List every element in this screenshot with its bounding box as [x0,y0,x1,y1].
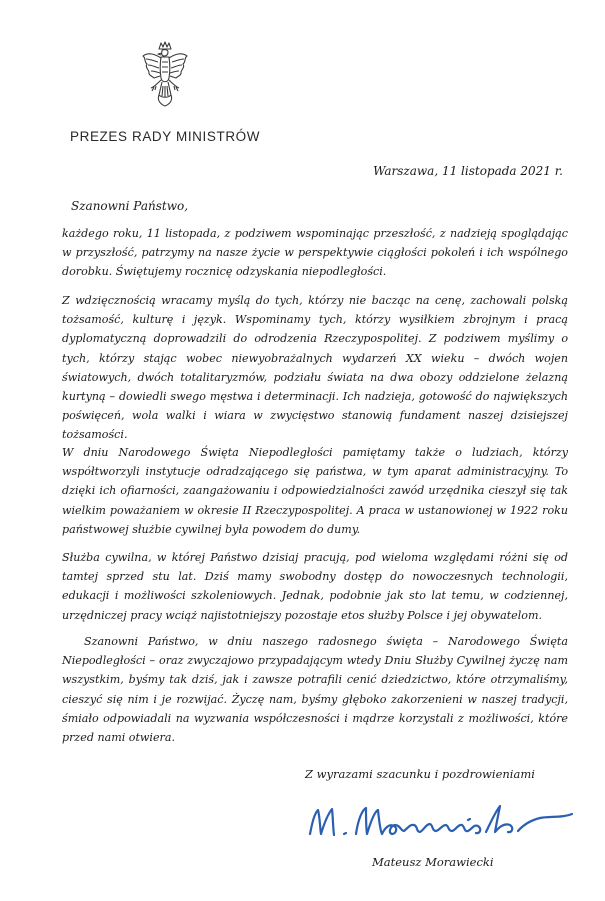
paragraph-5: Szanowni Państwo, w dniu naszego radosnego święta – Narodowego Święta Niepodległości – oraz zwyczajowo przypadającym wtedy Dniu Służby Cywilnej życzę nam wszystkim, byśmy tak dziś, jak i zawsze potrafili cenić dziedzictwo, które otrzymaliśmy, cieszyć się nim i je rozwijać. Życzę nam, byśmy głęboko zakorzenieni w naszej tradycji, śmiało odpowiadali na wyzwania współczesności i mądrze korzystali z możliwości, które przed nami otwiera. [62,635,568,745]
closing-line: Z wyrazami szacunku i pozdrowieniami [305,767,535,781]
handwritten-signature [300,798,585,846]
paragraph-4: Służba cywilna, w której Państwo dzisiaj pracują, pod wieloma względami różni się od tamtej sprzed stu lat. Dziś mamy swobodny dostęp do nowoczesnych technologii, edukacji i możliwości szkoleniowych. Jednak, podobnie jak sto lat temu, w codziennej, urzędniczej pracy wciąż najistotniejszy pozostaje etos służby Polsce i jej obywatelom. [62,551,568,622]
paragraph-1: każdego roku, 11 listopada, z podziwem wspominając przeszłość, z nadzieją spoglądając w przyszłość, patrzymy na nasze życie w perspektywie ciągłości pokoleń i ich wspólnego dorobku. Świętujemy rocznicę odzyskania niepodległości. [62,227,568,279]
white-eagle-emblem-icon [140,40,190,115]
office-title: PREZES RADY MINISTRÓW [70,129,261,144]
paragraph-2: Z wdzięcznością wracamy myślą do tych, którzy nie bacząc na cenę, zachowali polską tożsamość, kulturę i język. Wspominamy tych, którzy wysiłkiem zbrojnym i pracą dyplomatyczną doprowadzili do odrodzenia Rzeczypospolitej. Z podziwem myślimy o tych, którzy stając wobec niewyobrażalnych wydarzeń XX wieku – dwóch wojen światowych, dwóch totalitaryzmów, podziału świata na dwa obozy oddzielone żelazną kurtyną – dowiedli swego męstwa i determinacji. Ich nadzieja, gotowość do największych poświęceń, wola walki i wiara w zwycięstwo stanowią fundament naszej dzisiejszej tożsamości. [62,294,568,442]
signer-name: Mateusz Morawiecki [372,855,494,869]
paragraph-3: W dniu Narodowego Święta Niepodległości pamiętamy także o ludziach, którzy współtworzyli instytucje odradzającego się państwa, w tym aparat administracyjny. To dzięki ich ofiarności, zaangażowaniu i odpowiedzialności zawód urzędnika cieszył się tak wielkim poważaniem w okresie II Rzeczypospolitej. A praca w ustanowionej w 1922 roku państwowej służbie cywilnej była powodem do dumy. [62,446,568,536]
salutation: Szanowni Państwo, [71,199,189,213]
date-line: Warszawa, 11 listopada 2021 r. [373,164,563,178]
